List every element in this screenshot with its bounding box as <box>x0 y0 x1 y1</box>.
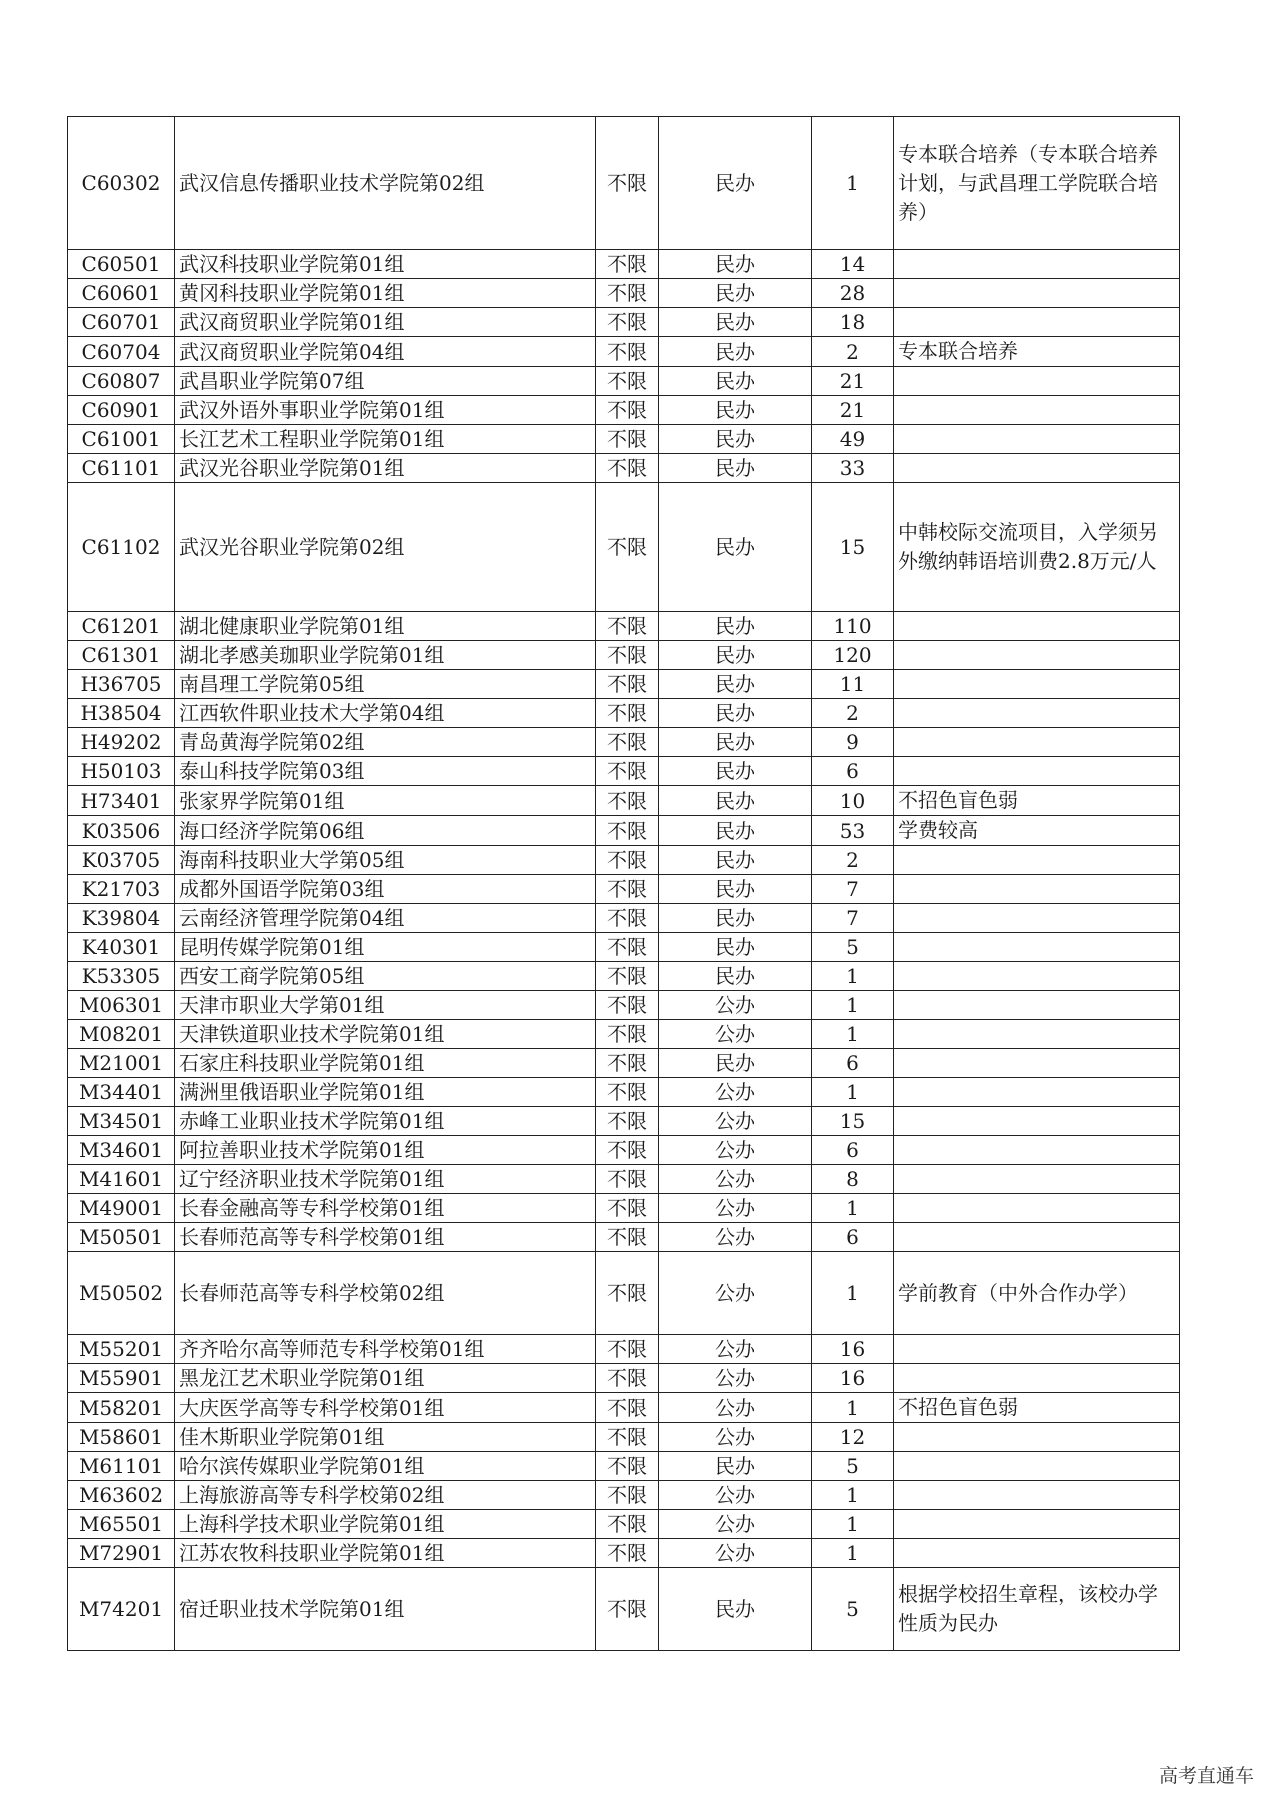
remark-cell <box>894 1423 1180 1452</box>
group-code-cell: M58601 <box>68 1423 175 1452</box>
group-code-cell: C60704 <box>68 337 175 367</box>
remark-cell <box>894 1364 1180 1393</box>
school-group-cell: 海口经济学院第06组 <box>175 816 596 846</box>
table-row <box>68 1568 1180 1651</box>
remark-cell <box>894 991 1180 1020</box>
group-code-cell: K39804 <box>68 904 175 933</box>
school-type-cell: 公办 <box>659 1194 812 1223</box>
school-group-cell: 武汉外语外事职业学院第01组 <box>175 396 596 425</box>
subject-requirement-cell: 不限 <box>596 1020 659 1049</box>
plan-count-cell: 33 <box>812 454 894 483</box>
plan-count-cell: 1 <box>812 1539 894 1568</box>
subject-requirement-cell: 不限 <box>596 1335 659 1364</box>
school-type-cell: 公办 <box>659 1510 812 1539</box>
remark-cell <box>894 1107 1180 1136</box>
remark-cell <box>894 250 1180 279</box>
table-row <box>68 875 1180 904</box>
remark-cell: 不招色盲色弱 <box>894 786 1180 816</box>
remark-cell <box>894 1539 1180 1568</box>
table-row <box>68 1452 1180 1481</box>
school-type-cell: 民办 <box>659 1049 812 1078</box>
table-row <box>68 991 1180 1020</box>
group-code-cell: K40301 <box>68 933 175 962</box>
table-row <box>68 786 1180 816</box>
watermark-text: 高考直通车 <box>1158 1765 1254 1787</box>
school-type-cell: 公办 <box>659 1107 812 1136</box>
remark-cell <box>894 670 1180 699</box>
remark-cell <box>894 1452 1180 1481</box>
subject-requirement-cell: 不限 <box>596 250 659 279</box>
subject-requirement-cell: 不限 <box>596 1452 659 1481</box>
remark-cell <box>894 1223 1180 1252</box>
remark-cell <box>894 396 1180 425</box>
group-code-cell: M08201 <box>68 1020 175 1049</box>
table-row <box>68 1107 1180 1136</box>
group-code-cell: C60701 <box>68 308 175 337</box>
plan-count-cell: 1 <box>812 1510 894 1539</box>
table-body <box>68 117 1180 1651</box>
plan-count-cell: 49 <box>812 425 894 454</box>
remark-cell <box>894 308 1180 337</box>
school-group-cell: 佳木斯职业学院第01组 <box>175 1423 596 1452</box>
group-code-cell: C60601 <box>68 279 175 308</box>
subject-requirement-cell: 不限 <box>596 1078 659 1107</box>
school-group-cell: 天津铁道职业技术学院第01组 <box>175 1020 596 1049</box>
subject-requirement-cell: 不限 <box>596 1423 659 1452</box>
group-code-cell: C60901 <box>68 396 175 425</box>
school-group-cell: 湖北健康职业学院第01组 <box>175 612 596 641</box>
group-code-cell: M72901 <box>68 1539 175 1568</box>
plan-count-cell: 6 <box>812 757 894 786</box>
table-row <box>68 933 1180 962</box>
remark-cell <box>894 846 1180 875</box>
group-code-cell: C61102 <box>68 483 175 612</box>
group-code-cell: C60501 <box>68 250 175 279</box>
subject-requirement-cell: 不限 <box>596 699 659 728</box>
group-code-cell: M50502 <box>68 1252 175 1335</box>
subject-requirement-cell: 不限 <box>596 933 659 962</box>
plan-count-cell: 1 <box>812 1078 894 1107</box>
school-group-cell: 长春师范高等专科学校第02组 <box>175 1252 596 1335</box>
school-group-cell: 武汉科技职业学院第01组 <box>175 250 596 279</box>
plan-count-cell: 6 <box>812 1049 894 1078</box>
remark-cell <box>894 279 1180 308</box>
plan-count-cell: 110 <box>812 612 894 641</box>
group-code-cell: H38504 <box>68 699 175 728</box>
table-row <box>68 1539 1180 1568</box>
school-type-cell: 民办 <box>659 933 812 962</box>
plan-count-cell: 6 <box>812 1136 894 1165</box>
subject-requirement-cell: 不限 <box>596 1136 659 1165</box>
school-group-cell: 武汉商贸职业学院第01组 <box>175 308 596 337</box>
plan-count-cell: 53 <box>812 816 894 846</box>
school-type-cell: 公办 <box>659 1481 812 1510</box>
plan-count-cell: 18 <box>812 308 894 337</box>
school-group-cell: 昆明传媒学院第01组 <box>175 933 596 962</box>
subject-requirement-cell: 不限 <box>596 846 659 875</box>
table-row <box>68 904 1180 933</box>
group-code-cell: K03705 <box>68 846 175 875</box>
plan-count-cell: 1 <box>812 1481 894 1510</box>
school-type-cell: 公办 <box>659 1335 812 1364</box>
school-type-cell: 民办 <box>659 728 812 757</box>
school-group-cell: 长春金融高等专科学校第01组 <box>175 1194 596 1223</box>
subject-requirement-cell: 不限 <box>596 875 659 904</box>
table-row <box>68 962 1180 991</box>
remark-cell <box>894 1165 1180 1194</box>
subject-requirement-cell: 不限 <box>596 786 659 816</box>
plan-count-cell: 1 <box>812 991 894 1020</box>
table-row <box>68 425 1180 454</box>
remark-cell: 中韩校际交流项目，入学须另外缴纳韩语培训费2.8万元/人 <box>894 483 1180 612</box>
school-group-cell: 天津市职业大学第01组 <box>175 991 596 1020</box>
remark-cell <box>894 875 1180 904</box>
school-group-cell: 黄冈科技职业学院第01组 <box>175 279 596 308</box>
school-type-cell: 公办 <box>659 1136 812 1165</box>
table-row <box>68 757 1180 786</box>
plan-count-cell: 16 <box>812 1364 894 1393</box>
group-code-cell: C61201 <box>68 612 175 641</box>
plan-count-cell: 2 <box>812 846 894 875</box>
school-group-cell: 武汉商贸职业学院第04组 <box>175 337 596 367</box>
school-group-cell: 辽宁经济职业技术学院第01组 <box>175 1165 596 1194</box>
school-type-cell: 民办 <box>659 279 812 308</box>
school-group-cell: 哈尔滨传媒职业学院第01组 <box>175 1452 596 1481</box>
group-code-cell: H36705 <box>68 670 175 699</box>
subject-requirement-cell: 不限 <box>596 337 659 367</box>
school-type-cell: 民办 <box>659 875 812 904</box>
table-row <box>68 612 1180 641</box>
remark-cell <box>894 1049 1180 1078</box>
table-row <box>68 308 1180 337</box>
school-group-cell: 武汉光谷职业学院第02组 <box>175 483 596 612</box>
remark-cell: 专本联合培养 <box>894 337 1180 367</box>
school-type-cell: 民办 <box>659 670 812 699</box>
group-code-cell: M61101 <box>68 1452 175 1481</box>
subject-requirement-cell: 不限 <box>596 904 659 933</box>
subject-requirement-cell: 不限 <box>596 396 659 425</box>
plan-count-cell: 15 <box>812 483 894 612</box>
table-row <box>68 1136 1180 1165</box>
group-code-cell: K03506 <box>68 816 175 846</box>
table-row <box>68 250 1180 279</box>
table-row <box>68 1049 1180 1078</box>
plan-count-cell: 120 <box>812 641 894 670</box>
school-group-cell: 武汉信息传播职业技术学院第02组 <box>175 117 596 250</box>
subject-requirement-cell: 不限 <box>596 757 659 786</box>
remark-cell: 根据学校招生章程，该校办学性质为民办 <box>894 1568 1180 1651</box>
group-code-cell: M65501 <box>68 1510 175 1539</box>
school-type-cell: 民办 <box>659 250 812 279</box>
school-group-cell: 阿拉善职业技术学院第01组 <box>175 1136 596 1165</box>
subject-requirement-cell: 不限 <box>596 1393 659 1423</box>
group-code-cell: M34501 <box>68 1107 175 1136</box>
plan-count-cell: 1 <box>812 1020 894 1049</box>
table-row <box>68 816 1180 846</box>
remark-cell <box>894 757 1180 786</box>
table-row <box>68 670 1180 699</box>
school-type-cell: 民办 <box>659 308 812 337</box>
group-code-cell: M41601 <box>68 1165 175 1194</box>
table-row <box>68 1020 1180 1049</box>
remark-cell <box>894 641 1180 670</box>
subject-requirement-cell: 不限 <box>596 1194 659 1223</box>
plan-count-cell: 1 <box>812 1252 894 1335</box>
plan-count-cell: 8 <box>812 1165 894 1194</box>
subject-requirement-cell: 不限 <box>596 612 659 641</box>
school-type-cell: 民办 <box>659 1452 812 1481</box>
school-group-cell: 南昌理工学院第05组 <box>175 670 596 699</box>
school-type-cell: 民办 <box>659 483 812 612</box>
subject-requirement-cell: 不限 <box>596 1049 659 1078</box>
group-code-cell: C61001 <box>68 425 175 454</box>
plan-count-cell: 16 <box>812 1335 894 1364</box>
group-code-cell: H50103 <box>68 757 175 786</box>
school-group-cell: 武汉光谷职业学院第01组 <box>175 454 596 483</box>
school-type-cell: 民办 <box>659 454 812 483</box>
school-group-cell: 赤峰工业职业技术学院第01组 <box>175 1107 596 1136</box>
school-type-cell: 民办 <box>659 396 812 425</box>
plan-count-cell: 7 <box>812 875 894 904</box>
school-group-cell: 云南经济管理学院第04组 <box>175 904 596 933</box>
school-type-cell: 公办 <box>659 1423 812 1452</box>
school-type-cell: 公办 <box>659 1539 812 1568</box>
plan-count-cell: 1 <box>812 117 894 250</box>
group-code-cell: M21001 <box>68 1049 175 1078</box>
remark-cell <box>894 1335 1180 1364</box>
subject-requirement-cell: 不限 <box>596 1165 659 1194</box>
school-group-cell: 上海旅游高等专科学校第02组 <box>175 1481 596 1510</box>
plan-count-cell: 11 <box>812 670 894 699</box>
plan-count-cell: 2 <box>812 337 894 367</box>
table-row <box>68 1510 1180 1539</box>
table-row <box>68 1335 1180 1364</box>
table-row <box>68 1194 1180 1223</box>
school-group-cell: 石家庄科技职业学院第01组 <box>175 1049 596 1078</box>
school-type-cell: 公办 <box>659 1078 812 1107</box>
group-code-cell: M55201 <box>68 1335 175 1364</box>
subject-requirement-cell: 不限 <box>596 962 659 991</box>
subject-requirement-cell: 不限 <box>596 1539 659 1568</box>
school-type-cell: 民办 <box>659 612 812 641</box>
school-type-cell: 公办 <box>659 1020 812 1049</box>
subject-requirement-cell: 不限 <box>596 117 659 250</box>
remark-cell <box>894 1078 1180 1107</box>
school-type-cell: 民办 <box>659 425 812 454</box>
subject-requirement-cell: 不限 <box>596 308 659 337</box>
subject-requirement-cell: 不限 <box>596 1364 659 1393</box>
school-type-cell: 民办 <box>659 962 812 991</box>
remark-cell <box>894 1481 1180 1510</box>
table-row <box>68 1252 1180 1335</box>
table-row <box>68 367 1180 396</box>
group-code-cell: C60807 <box>68 367 175 396</box>
remark-cell <box>894 1136 1180 1165</box>
remark-cell <box>894 933 1180 962</box>
subject-requirement-cell: 不限 <box>596 816 659 846</box>
remark-cell <box>894 904 1180 933</box>
remark-cell <box>894 962 1180 991</box>
school-type-cell: 公办 <box>659 1364 812 1393</box>
school-group-cell: 长春师范高等专科学校第01组 <box>175 1223 596 1252</box>
subject-requirement-cell: 不限 <box>596 641 659 670</box>
group-code-cell: C61101 <box>68 454 175 483</box>
school-type-cell: 民办 <box>659 904 812 933</box>
school-type-cell: 民办 <box>659 367 812 396</box>
school-type-cell: 民办 <box>659 1568 812 1651</box>
plan-count-cell: 1 <box>812 1393 894 1423</box>
subject-requirement-cell: 不限 <box>596 991 659 1020</box>
school-type-cell: 公办 <box>659 1223 812 1252</box>
group-code-cell: K53305 <box>68 962 175 991</box>
school-group-cell: 满洲里俄语职业学院第01组 <box>175 1078 596 1107</box>
subject-requirement-cell: 不限 <box>596 728 659 757</box>
plan-count-cell: 21 <box>812 396 894 425</box>
subject-requirement-cell: 不限 <box>596 1510 659 1539</box>
plan-count-cell: 21 <box>812 367 894 396</box>
school-type-cell: 民办 <box>659 117 812 250</box>
plan-count-cell: 15 <box>812 1107 894 1136</box>
group-code-cell: M50501 <box>68 1223 175 1252</box>
school-type-cell: 民办 <box>659 816 812 846</box>
table-row <box>68 117 1180 250</box>
subject-requirement-cell: 不限 <box>596 425 659 454</box>
school-type-cell: 公办 <box>659 1165 812 1194</box>
school-type-cell: 民办 <box>659 699 812 728</box>
remark-cell <box>894 1194 1180 1223</box>
plan-count-cell: 2 <box>812 699 894 728</box>
table-row <box>68 728 1180 757</box>
school-group-cell: 大庆医学高等专科学校第01组 <box>175 1393 596 1423</box>
school-group-cell: 西安工商学院第05组 <box>175 962 596 991</box>
plan-count-cell: 10 <box>812 786 894 816</box>
plan-count-cell: 12 <box>812 1423 894 1452</box>
subject-requirement-cell: 不限 <box>596 1252 659 1335</box>
school-group-cell: 海南科技职业大学第05组 <box>175 846 596 875</box>
school-group-cell: 武昌职业学院第07组 <box>175 367 596 396</box>
remark-cell: 学费较高 <box>894 816 1180 846</box>
table-row <box>68 1165 1180 1194</box>
subject-requirement-cell: 不限 <box>596 454 659 483</box>
table-row <box>68 846 1180 875</box>
remark-cell <box>894 425 1180 454</box>
group-code-cell: C60302 <box>68 117 175 250</box>
group-code-cell: M49001 <box>68 1194 175 1223</box>
school-type-cell: 民办 <box>659 786 812 816</box>
remark-cell <box>894 454 1180 483</box>
plan-count-cell: 5 <box>812 933 894 962</box>
subject-requirement-cell: 不限 <box>596 367 659 396</box>
subject-requirement-cell: 不限 <box>596 483 659 612</box>
school-type-cell: 民办 <box>659 641 812 670</box>
remark-cell <box>894 612 1180 641</box>
remark-cell: 专本联合培养（专本联合培养计划，与武昌理工学院联合培养） <box>894 117 1180 250</box>
table-row <box>68 454 1180 483</box>
school-group-cell: 江西软件职业技术大学第04组 <box>175 699 596 728</box>
school-type-cell: 民办 <box>659 846 812 875</box>
subject-requirement-cell: 不限 <box>596 1568 659 1651</box>
plan-count-cell: 9 <box>812 728 894 757</box>
subject-requirement-cell: 不限 <box>596 1223 659 1252</box>
school-type-cell: 公办 <box>659 991 812 1020</box>
remark-cell <box>894 1510 1180 1539</box>
table-row <box>68 699 1180 728</box>
plan-count-cell: 7 <box>812 904 894 933</box>
remark-cell <box>894 1020 1180 1049</box>
table-row <box>68 337 1180 367</box>
group-code-cell: K21703 <box>68 875 175 904</box>
group-code-cell: M55901 <box>68 1364 175 1393</box>
school-group-cell: 齐齐哈尔高等师范专科学校第01组 <box>175 1335 596 1364</box>
school-group-cell: 宿迁职业技术学院第01组 <box>175 1568 596 1651</box>
school-type-cell: 公办 <box>659 1252 812 1335</box>
table-row <box>68 641 1180 670</box>
table-row <box>68 279 1180 308</box>
remark-cell: 不招色盲色弱 <box>894 1393 1180 1423</box>
table-row <box>68 1423 1180 1452</box>
remark-cell <box>894 367 1180 396</box>
remark-cell: 学前教育（中外合作办学） <box>894 1252 1180 1335</box>
group-code-cell: M06301 <box>68 991 175 1020</box>
table-row <box>68 1078 1180 1107</box>
table-row <box>68 1393 1180 1423</box>
group-code-cell: H73401 <box>68 786 175 816</box>
table-row <box>68 1223 1180 1252</box>
group-code-cell: H49202 <box>68 728 175 757</box>
remark-cell <box>894 728 1180 757</box>
group-code-cell: M58201 <box>68 1393 175 1423</box>
school-group-cell: 上海科学技术职业学院第01组 <box>175 1510 596 1539</box>
plan-count-cell: 14 <box>812 250 894 279</box>
table-row <box>68 483 1180 612</box>
remark-cell <box>894 699 1180 728</box>
school-type-cell: 民办 <box>659 337 812 367</box>
subject-requirement-cell: 不限 <box>596 1107 659 1136</box>
plan-count-cell: 6 <box>812 1223 894 1252</box>
admission-plan-table <box>67 116 1180 1651</box>
school-group-cell: 泰山科技学院第03组 <box>175 757 596 786</box>
plan-count-cell: 5 <box>812 1452 894 1481</box>
school-type-cell: 公办 <box>659 1393 812 1423</box>
school-group-cell: 黑龙江艺术职业学院第01组 <box>175 1364 596 1393</box>
group-code-cell: M63602 <box>68 1481 175 1510</box>
school-group-cell: 青岛黄海学院第02组 <box>175 728 596 757</box>
plan-count-cell: 28 <box>812 279 894 308</box>
school-group-cell: 湖北孝感美珈职业学院第01组 <box>175 641 596 670</box>
table-row <box>68 1364 1180 1393</box>
group-code-cell: M74201 <box>68 1568 175 1651</box>
school-group-cell: 长江艺术工程职业学院第01组 <box>175 425 596 454</box>
group-code-cell: M34601 <box>68 1136 175 1165</box>
plan-count-cell: 1 <box>812 1194 894 1223</box>
table-row <box>68 1481 1180 1510</box>
subject-requirement-cell: 不限 <box>596 670 659 699</box>
plan-count-cell: 5 <box>812 1568 894 1651</box>
school-group-cell: 张家界学院第01组 <box>175 786 596 816</box>
group-code-cell: M34401 <box>68 1078 175 1107</box>
subject-requirement-cell: 不限 <box>596 279 659 308</box>
group-code-cell: C61301 <box>68 641 175 670</box>
subject-requirement-cell: 不限 <box>596 1481 659 1510</box>
school-type-cell: 民办 <box>659 757 812 786</box>
school-group-cell: 江苏农牧科技职业学院第01组 <box>175 1539 596 1568</box>
table-row <box>68 396 1180 425</box>
school-group-cell: 成都外国语学院第03组 <box>175 875 596 904</box>
plan-count-cell: 1 <box>812 962 894 991</box>
